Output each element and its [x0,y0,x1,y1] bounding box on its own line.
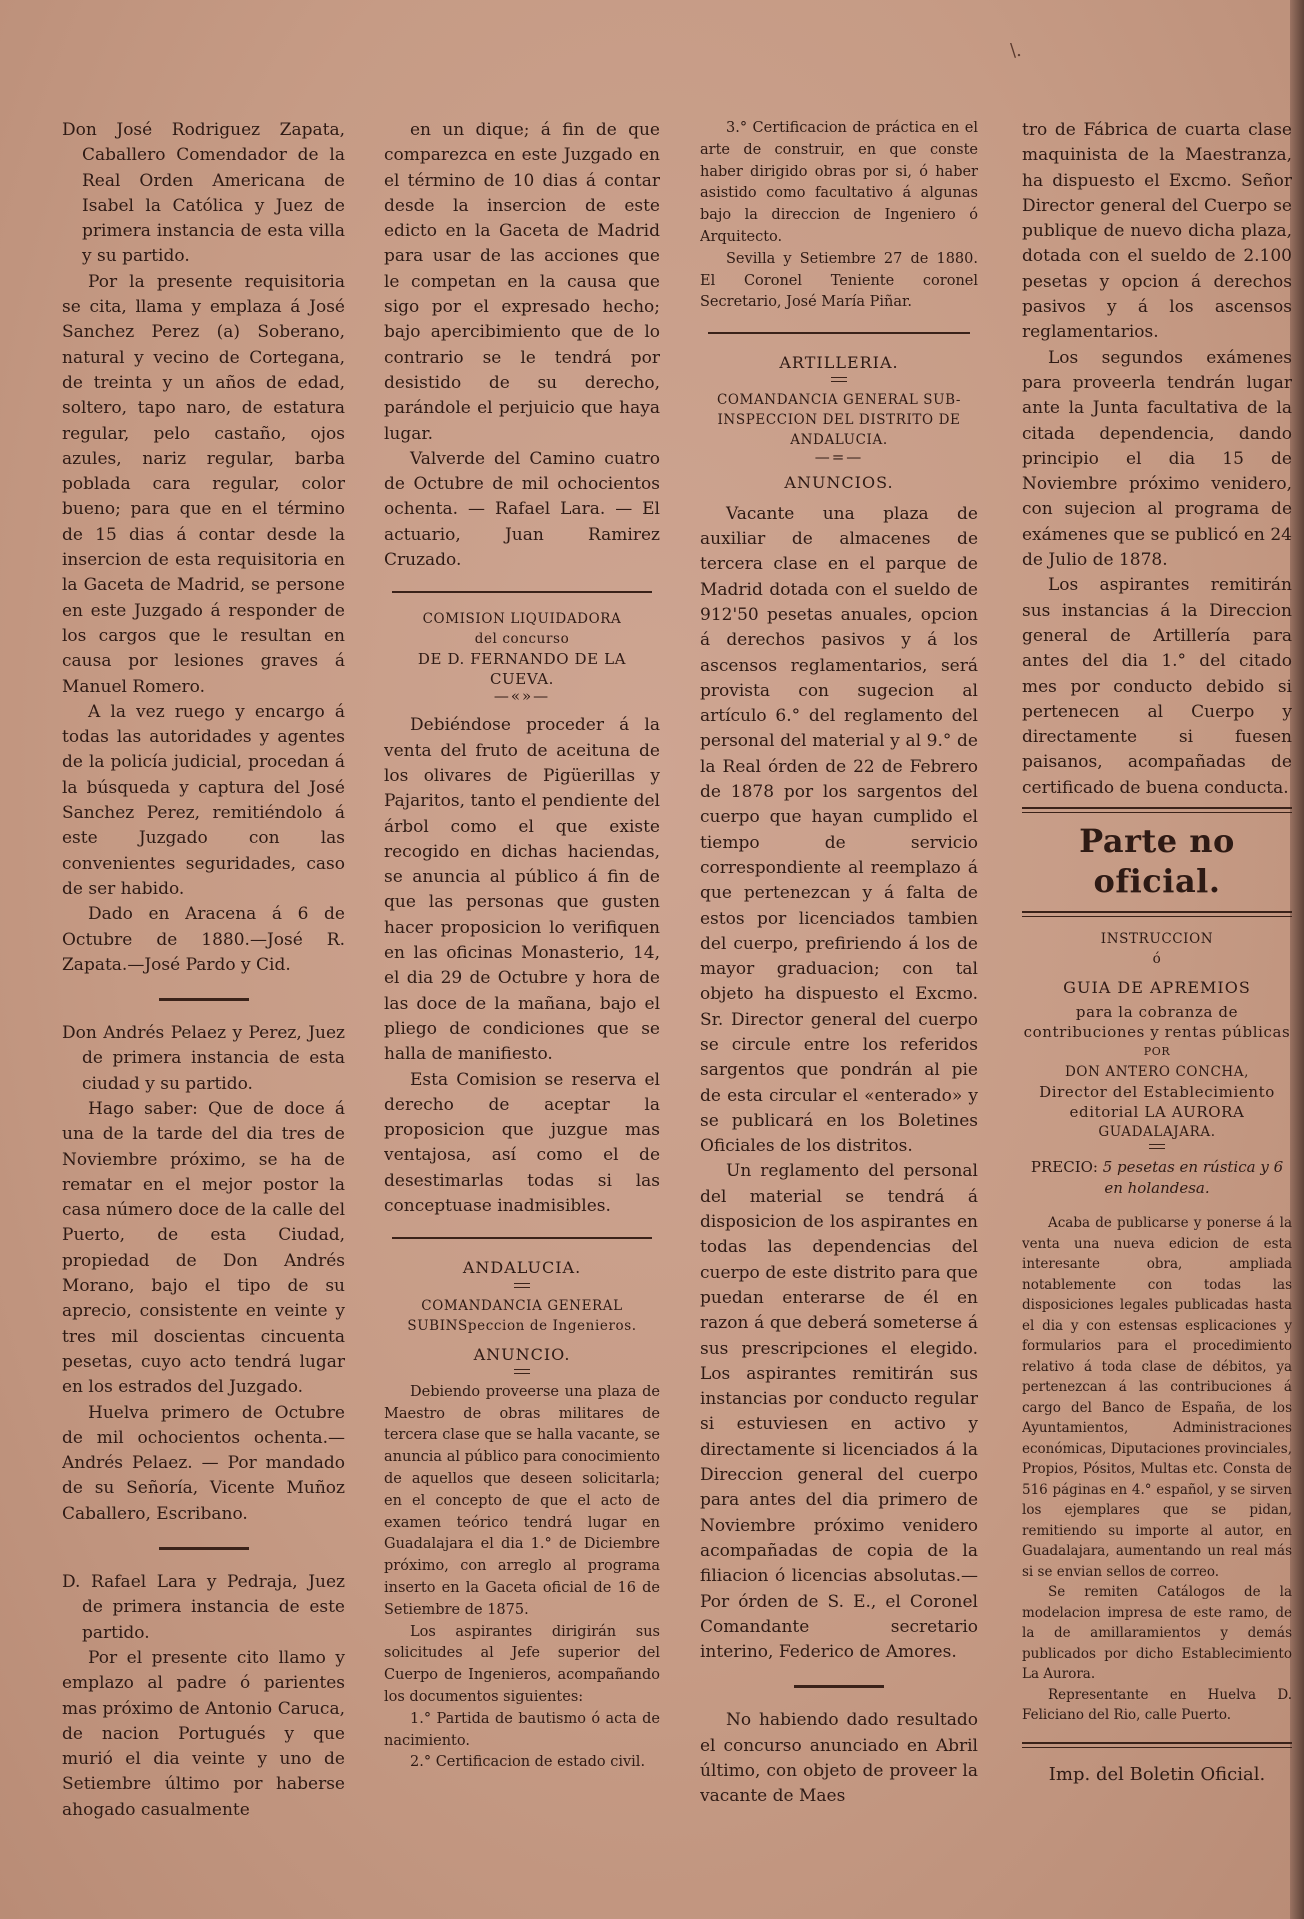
separator [794,1685,884,1688]
book-representative: Representante en Huelva D. Feliciano del Rio, calle Puerto. [1022,1686,1292,1724]
comision-heading: COMISION LIQUIDADORA [422,611,622,628]
maestranza-exams: Los segundos exámenes para proveerla tendrán lugar ante la Junta facultativa de la citada dependencia, dando principio el dia 15 de Noviembre próximo venidero, con sujecion al programa de exámenes que se publicó en 24 de Julio de 1878. [1022,347,1292,571]
book-catalogs: Se remiten Catálogos de la modelacion impresa de este ramo, de la de amillaramientos y demás publicados por dicho Establecimiento La Aurora. [1022,1584,1292,1683]
separator [159,1547,249,1550]
ingenieros-heading: COMANDANCIA GENERAL SUBINSpeccion de Ingenieros. [407,1297,637,1334]
section-rule [1022,807,1292,813]
ingenieros-signature: Sevilla y Setiembre 27 de 1880. El Coronel Teniente coronel Secretario, José María Piñar. [700,250,978,311]
ingenieros-instructions: Los aspirantes dirigirán sus solicitudes al Jefe superior del Cuerpo de Ingenieros, acompañando los documentos siguientes: [384,1623,660,1706]
section-rule [392,1237,652,1239]
edict-3-body: Por el presente cito llamo y emplazo al padre ó parientes mas próximo de Antonio Caruca, de nacion Portugués y que murió el dia veinte y uno de Setiembre último por haberse ahogado casualmente [62,1647,345,1820]
parte-no-oficial-title: Parte no oficial. [1079,822,1235,901]
book-por: POR [1143,1045,1171,1059]
book-author: DON ANTERO CONCHA, [1064,1064,1250,1081]
book-subtitle: para la cobranza de contribuciones y rentas públicas [1023,1003,1291,1042]
ingenieros-doc-1: 1.° Partida de bautismo ó acta de nacimiento. [384,1710,660,1749]
ingenieros-body: Debiendo proveerse una plaza de Maestro de obras militares de tercera clase que se halla vacante, se anuncia al público para conocimiento de aquellos que deseen solicitarla; en el concepto de que el acto de examen teórico tendrá lugar en Guadalajara el dia 1.° de Diciembre próximo, con arreglo al programa inserto en la Gaceta oficial de 16 de Setiembre de 1875. [384,1383,660,1618]
anuncios-heading: ANUNCIOS. [784,473,894,493]
edict-2-body: Hago saber: Que de doce á una de la tarde del dia tres de Noviembre próximo, se ha de rematar en el mejor postor la casa número doce de la calle del Puerto, de esta Ciudad, propiedad de Don Andrés Morano, bajo el tipo de su aprecio, consistente en veinte y tres mil doscientas cincuenta pesetas, cuyo acto tendrá lugar en los estrados del Juzgado. [62,1098,345,1398]
double-dash [1149,1144,1165,1149]
maestranza-body: No habiendo dado resultado el concurso anunciado en Abril último, con objeto de proveer la vacante de Maes [700,1710,978,1807]
price-text: 5 pesetas en rústica y 6 en holandesa. [1102,1158,1284,1198]
section-rule [708,332,970,334]
separator [159,998,249,1001]
artilleria-body: Vacante una plaza de auxiliar de almacenes de tercera clase en el parque de Madrid dotada con el sueldo de 912'50 pesetas anuales, opcion á derechos pasivos y á los ascensos reglamentarios, será provista con sugecion al artículo 6.° del reglamento del personal del material y al 9.° de la Real órden de 22 de Febrero de 1878 por los sargentos del cuerpo que hayan cumplido el tiempo de servicio correspondiente al reemplazo á que pertenezcan y á falta de estos por licenciados tambien del cuerpo, prefiriendo á los de mayor graduacion; con tal objeto ha dispuesto el Excmo. Sr. Director general del cuerpo se circule entre los referidos sargentos que pondrán al pie de esta circular el «enterado» y se publicará en los Boletines Oficiales de los distritos. [700,503,978,1157]
ingenieros-doc-3: 3.° Certificacion de práctica en el arte de construir, en que conste haber dirigido obras por si, ó haber asistido como facultativo á algunas bajo la direccion de Ingeniero ó Arquitecto. [700,120,978,245]
double-dash [831,377,847,382]
artilleria-heading: ARTILLERIA. [779,353,899,373]
anuncio-heading: ANUNCIO. [473,1344,571,1364]
edict-1-body: Por la presente requisitoria se cita, llama y emplaza á José Sanchez Perez (a) Soberano, natural y vecino de Cortegana, de treinta y un años de edad, soltero, tapo naro, de estatura regular, pelo castaño, ojos azules, nariz regular, barba poblada cara regular, color bueno; para que en el término de 15 dias á contar desde la insercion de esta requisitoria en la Gaceta de Madrid, se persone en este Juzgado á responder de los cargos que le resultan en causa por lesiones graves á Manuel Romero. [62,271,345,697]
book-o: ó [1152,951,1162,968]
edict-3-signature: Valverde del Camino cuatro de Octubre de mil ochocientos ochenta. — Rafael Lara. — El actuario, Juan Ramirez Cruzado. [384,448,660,571]
column-3 [700,118,978,1863]
double-dash [514,1369,530,1374]
book-description: Acaba de publicarse y ponerse á la venta una nueva edicion de esta interesante obra, ampliada notablemente con todas las disposiciones legales publicadas hasta el dia y con estensas esplicaciones y formularios para el procedimiento relativo á toda clase de débitos, ya pertenezcan á las contribuciones á cargo del Banco de España, de los Ayuntamientos, Administraciones económicas, Diputaciones provinciales, Propios, Pósitos, Multas etc. Consta de 516 páginas en 4.° español, y se sirven los ejemplares que se pidan, remitiendo su importe al autor, en Guadalajara, aumentando un real más si se envian sellos de correo. [1022,1215,1292,1580]
column-2 [384,118,660,1863]
book-city: GUADALAJARA. [1098,1124,1216,1141]
edict-1-signature: Dado en Aracena á 6 de Octubre de 1880.—José R. Zapata.—José Pardo y Cid. [62,904,345,975]
comision-reserve: Esta Comision se reserva el derecho de aceptar la proposicion que juzgue mas ventajosa, así como el de desestimarlas todas si las conceptuase inadmisibles. [384,1069,660,1216]
section-rule [392,591,652,593]
comision-name: DE D. FERNANDO DE LA CUEVA. [417,650,627,689]
double-dash [514,1283,530,1288]
imprint: Imp. del Boletin Oficial. [1048,1763,1266,1785]
book-price [1022,1157,1292,1199]
book-publisher: Director del Establecimiento editorial LA AURORA [1039,1083,1275,1122]
edict-1-request: A la vez ruego y encargo á todas las autoridades y agentes de la policía judicial, procedan á la búsqueda y captura del José Sanchez Perez, remitiéndolo á este Juzgado con las convenientes seguridades, caso de ser habido. [62,701,345,899]
section-rule [1022,1742,1292,1748]
edict-2-heading: Don Andrés Pelaez y Perez, Juez de primera instancia de esta ciudad y su partido. [62,1023,345,1094]
book-title: GUIA DE APREMIOS [1063,978,1251,998]
edict-2-signature: Huelva primero de Octubre de mil ochocientos ochenta.— Andrés Pelaez. — Por mandado de su Señoría, Vicente Muñoz Caballero, Escribano. [62,1402,345,1524]
edict-1-heading: Don José Rodriguez Zapata, Caballero Comendador de la Real Orden Americana de Isabel la Católica y Juez de primera instancia de esta villa y su partido. [62,120,345,267]
maestranza-instances: Los aspirantes remitirán sus instancias á la Direccion general de Artillería para antes del dia 1.° del citado mes por conducto debido si pertenecen al Cuerpo y directamente si fuesen paisanos, acompañadas de certificado de buena conducta. [1022,575,1292,798]
edict-3-heading: D. Rafael Lara y Pedraja, Juez de primera instancia de este partido. [62,1572,345,1643]
ornament: —=— [814,448,864,467]
ornament: —«»— [493,687,551,706]
artilleria-reglamento: Un reglamento del personal del material se tendrá á disposicion de los aspirantes en todas las dependencias del cuerpo de este distrito para que puedan enterarse de él en razon á que deberá someterse á sus prescripciones el elegido. Los aspirantes remitirán sus instancias por conducto regular si estuviesen en activo y directamente si licenciados á la Direccion general del cuerpo para antes del dia primero de Noviembre próximo venidero acompañadas de copia de la filiacion ó licencias absolutas.— Por órden de S. E., el Coronel Comandante secretario interino, Federico de Amores. [700,1161,978,1663]
price-label: PRECIO: [1030,1158,1098,1177]
maestranza-continued: tro de Fábrica de cuarta clase maquinista de la Maestranza, ha dispuesto el Excmo. Señor Director general del Cuerpo se publique de nuevo dicha plaza, dotada con el sueldo de 2.100 pesetas y opcion á derechos pasivos y á los ascensos reglamentarios. [1022,120,1292,343]
andalucia-heading: ANDALUCIA. [462,1258,582,1278]
artilleria-subheading: COMANDANCIA GENERAL SUB-INSPECCION DEL DISTRITO DE ANDALUCIA. [716,392,962,449]
column-4 [1022,118,1292,1863]
section-rule [1022,911,1292,917]
page-edge [1290,0,1304,1919]
edict-3-continued: en un dique; á fin de que comparezca en este Juzgado en el término de 10 dias á contar desde la insercion de este edicto en la Gaceta de Madrid para usar de las acciones que le competan en la causa que sigo por el expresado hecho; bajo apercibimiento que de lo contrario se le tendrá por desistido de su derecho, parándole el perjuicio que haya lugar. [384,120,660,444]
comision-body: Debiéndose proceder á la venta del fruto de aceituna de los olivares de Pigüerillas y Pajaritos, tanto el pendiente del árbol como el que existe recogido en dichas haciendas, se anuncia al público á fin de que las personas que gusten hacer proposicion lo verifiquen en las oficinas Monasterio, 14, el dia 29 de Octubre y hora de las doce de la mañana, bajo el pliego de condiciones que se halla de manifiesto. [384,715,660,1065]
ingenieros-doc-2: 2.° Certificacion de estado civil. [410,1754,646,1771]
corner-mark: \. [1010,40,1022,61]
book-instruccion: INSTRUCCION [1100,931,1214,948]
comision-subheading: del concurso [474,631,570,648]
column-1 [62,118,345,1863]
